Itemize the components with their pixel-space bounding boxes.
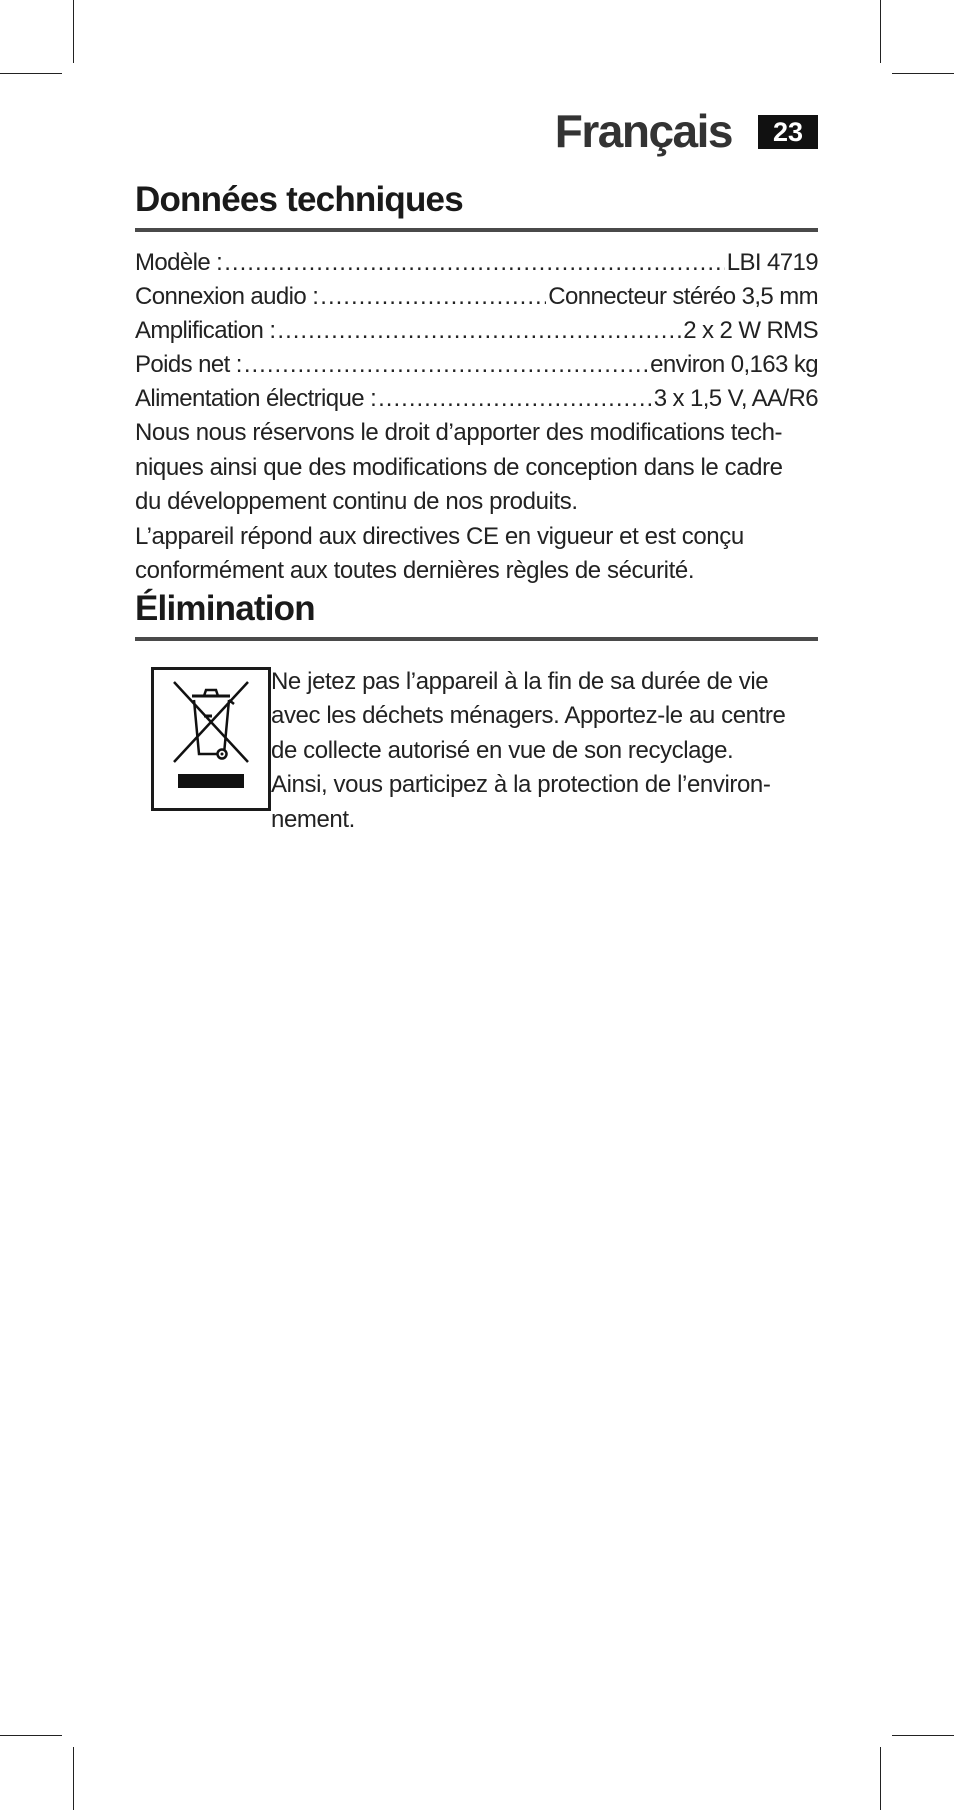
spec-label: Connexion audio :: [135, 283, 319, 310]
text-line: Ainsi, vous participez à la protection de l’environ-: [271, 771, 771, 798]
leader-dots: [320, 280, 546, 314]
spec-row: [135, 382, 818, 416]
spec-label: Modèle :: [135, 249, 223, 276]
crop-mark: [880, 0, 881, 63]
page-number: 23: [758, 115, 818, 149]
spec-row: [135, 280, 818, 314]
crop-mark: [0, 73, 62, 74]
spec-row: [135, 246, 818, 280]
spec-label: Poids net :: [135, 351, 242, 378]
crossed-out-wheelie-bin-icon: [151, 667, 271, 811]
disposal-block: [135, 665, 818, 838]
leader-dots: [244, 348, 648, 382]
disposal-instructions: [271, 665, 791, 838]
disposal-heading: Élimination: [135, 589, 818, 641]
text-line: nement.: [271, 805, 355, 833]
page-content: [135, 180, 818, 837]
text-line: avec les déchets ménagers. Apportez-le au centre: [271, 702, 786, 729]
leader-dots: [378, 382, 652, 416]
text-line: Ne jetez pas l’appareil à la fin de sa durée de vie: [271, 667, 769, 695]
spec-row: [135, 314, 818, 348]
text-line: conformément aux toutes dernières règles de sécurité.: [135, 557, 695, 584]
spec-row: [135, 348, 818, 382]
page-header: [555, 104, 818, 158]
spec-label: Amplification :: [135, 317, 276, 344]
modification-notice: [135, 416, 818, 520]
spec-value: 2 x 2 W RMS: [683, 317, 818, 344]
crop-mark: [892, 1735, 954, 1736]
spec-list: [135, 246, 818, 416]
text-line: L’appareil répond aux directives CE en vigueur et est conçu: [135, 522, 744, 550]
spec-value: 3 x 1,5 V, AA/R6: [653, 385, 818, 412]
crop-mark: [880, 1747, 881, 1810]
text-line: du développement continu de nos produits.: [135, 488, 578, 515]
spec-label: Alimentation électrique :: [135, 385, 377, 412]
leader-dots: [277, 314, 681, 348]
leader-dots: [224, 246, 724, 280]
text-line: Nous nous réservons le droit d’apporter des modifications tech-: [135, 419, 783, 446]
crop-mark: [0, 1735, 62, 1736]
crop-mark: [73, 0, 74, 63]
spec-value: Connecteur stéréo 3,5 mm: [548, 283, 818, 310]
tech-data-heading: Données techniques: [135, 180, 818, 232]
spec-value: environ 0,163 kg: [650, 351, 818, 378]
spec-value: LBI 4719: [726, 249, 818, 276]
ce-compliance-notice: [135, 520, 818, 589]
text-line: niques ainsi que des modifications de conception dans le cadre: [135, 453, 783, 481]
crop-mark: [73, 1747, 74, 1810]
crop-mark: [892, 73, 954, 74]
text-line: de collecte autorisé en vue de son recyclage.: [271, 736, 734, 764]
language-title: Français: [554, 105, 732, 157]
